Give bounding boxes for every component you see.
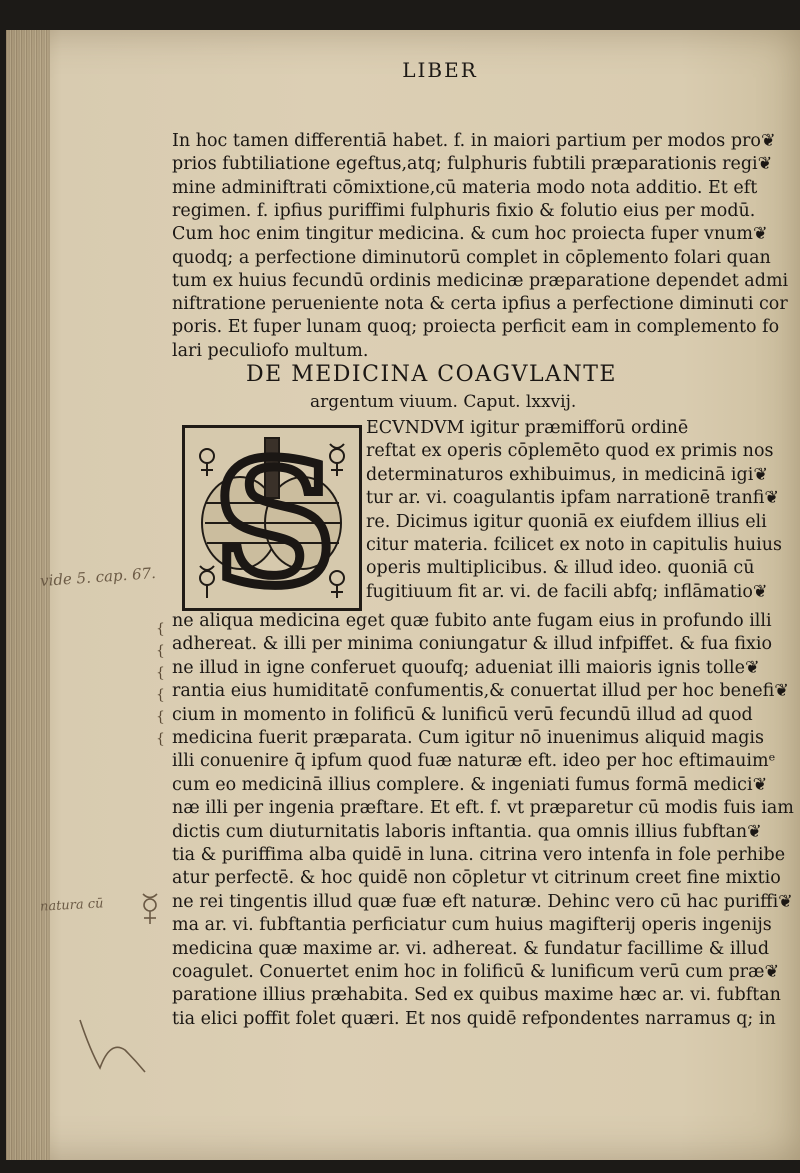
text-line: adhereat. & illi per minima coniungatur & illud infpiffet. & fua fixio	[172, 634, 773, 655]
text-line: tur ar. vi. coagulantis ipfam narrationē tranfi❦	[366, 488, 780, 509]
text-line: Cum hoc enim tingitur medicina. & cum hoc proiecta fuper vnum❦	[172, 224, 768, 245]
text-line: atur perfectē. & hoc quidē non cōpletur vt citrinum creet fine mixtio	[172, 868, 781, 889]
text-line: cium in momento in folificū & lunificū verū fecundū illud ad quod	[172, 704, 753, 725]
text-line: medicina fuerit præparata. Cum igitur nō inuenimus aliquid magis	[172, 728, 764, 748]
mercury-symbol-marginal	[135, 890, 165, 930]
text-line: re. Dicimus igitur quoniā ex eiufdem illius eli	[366, 511, 767, 532]
text-line: dictis cum diuturnitatis laboris inftantia. qua omnis illius fubftan❦	[172, 821, 762, 842]
marginal-note-reference: vide 5. cap. 67.	[39, 563, 157, 591]
text-line: In hoc tamen differentiā habet. f. in maiori partium per modos pro❦	[172, 131, 776, 151]
decorated-initial	[182, 425, 362, 611]
text-line: poris. Et fuper lunam quoq; proiecta perficit eam in complemento fo	[172, 317, 780, 338]
text-line: illi conuenire q̄ ipfum quod fuæ naturæ eft. ideo per hoc eftimauimᵉ	[172, 751, 776, 772]
decorated-initial-woodcut	[185, 428, 359, 608]
text-line: ne aliqua medicina eget quæ fubito ante fugam eius in profundo illi	[172, 611, 772, 631]
text-line: tum ex huius fecundū ordinis medicinæ præparatione dependet admi	[172, 270, 789, 291]
text-line: operis multiplicibus. & illud ideo. quoniā cū	[366, 558, 755, 579]
page-stack-edge	[6, 30, 50, 1160]
text-line: ne rei tingentis illud quæ fuæ eft naturæ. Dehinc vero cū hac puriffi❦	[172, 891, 793, 912]
text-line: næ illi per ingenia præftare. Et eft. f. vt præparetur cū modis fuis iam	[172, 798, 794, 819]
text-line: ECVNDVM igitur præmifforū ordinē	[366, 418, 689, 438]
marginal-note-natura: natura cū	[39, 896, 104, 915]
text-line: rantia eius humiditatē confumentis,& conuertat illud per hoc benefi❦	[172, 681, 789, 702]
svg-text:S: S	[213, 428, 337, 608]
text-line: niftratione perueniente nota & certa ipfius a perfectione diminuti cor	[172, 294, 788, 315]
text-line: cum eo medicinā illius complere. & ingeniati fumus formā medici❦	[172, 774, 768, 795]
text-line: regimen. f. ipfius puriffimi fulphuris fixio & folutio eius per modū.	[172, 200, 756, 221]
text-line: prios fubtiliatione egeftus,atq; fulphuris fubtili præparationis regi❦	[172, 154, 773, 175]
text-line: citur materia. fcilicet ex noto in capitulis huius	[366, 535, 783, 555]
text-line: coagulet. Conuertet enim hoc in folificū & lunificum verū cum præ❦	[172, 962, 780, 982]
text-line: mine adminiftrati cōmixtione,cū materia modo nota additio. Et eft	[172, 177, 758, 198]
text-line: medicina quæ maxime ar. vi. adhereat. & fundatur facillime & illud	[172, 938, 770, 959]
text-line: fugitiuum fit ar. vi. de facili abfq; inflāmatio❦	[366, 581, 768, 602]
text-line: ne illud in igne conferuet quoufq; adueniat illi maioris ignis tolle❦	[172, 657, 760, 678]
text-line: reftat ex operis cōplemēto quod ex primis nos	[366, 441, 774, 462]
running-header: LIBER	[402, 58, 478, 82]
chapter-subheading: argentum viuum. Caput. lxxvij.	[310, 392, 577, 412]
text-line: lari peculiofo multum.	[172, 340, 369, 361]
text-line: determinaturos exhibuimus, in medicinā igi❦	[366, 464, 768, 485]
text-line: ma ar. vi. fubftantia perficiatur cum huius magifterij operis ingenijs	[172, 915, 772, 936]
marginal-bracket: { { { { { {	[156, 621, 165, 747]
text-line: paratione illius præhabita. Sed ex quibus maxime hæc ar. vi. fubftan	[172, 985, 781, 1006]
marginal-pen-flourish	[70, 1010, 150, 1080]
text-line: tia & puriffima alba quidē in luna. citrina vero intenfa in fole perhibe	[172, 845, 786, 865]
text-line: tia elici poffit folet quæri. Et nos quidē refpondentes narramus q; in	[172, 1008, 776, 1029]
chapter-heading: DE MEDICINA COAGVLANTE	[246, 362, 617, 387]
text-line: quodq; a perfectione diminutorū complet in cōplemento folari quan	[172, 247, 771, 268]
